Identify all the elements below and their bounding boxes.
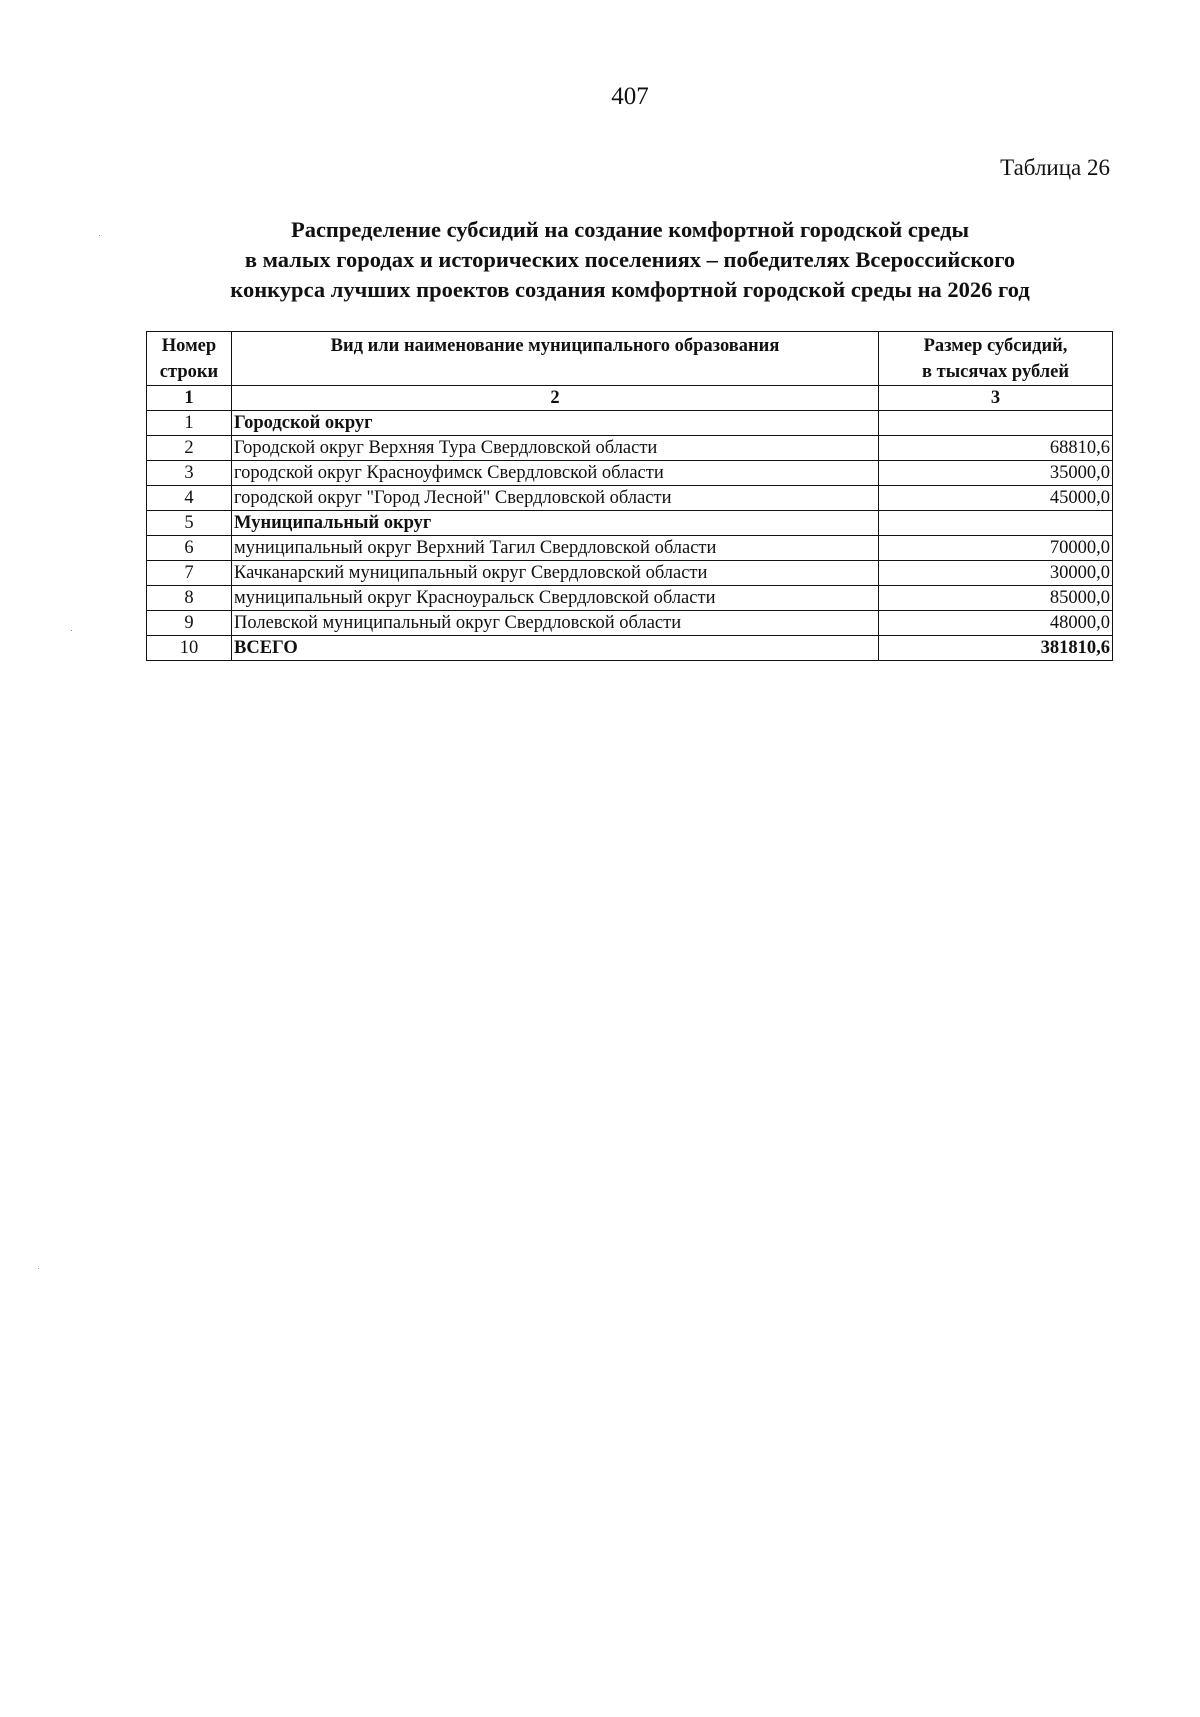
- subsidy-amount-cell: [879, 411, 1113, 436]
- table-row: [147, 511, 1113, 536]
- table-row: [147, 611, 1113, 636]
- row-number-cell: 1: [147, 411, 232, 436]
- table-label: Таблица 26: [1000, 155, 1110, 180]
- row-number-cell: 3: [147, 461, 232, 486]
- table-row: [147, 561, 1113, 586]
- header-row-number-line2: строки: [159, 362, 219, 382]
- table-row: [147, 486, 1113, 511]
- page-number: 407: [611, 83, 649, 110]
- title-line: в малых городах и исторических поселениях – победителях Всероссийского: [244, 247, 1016, 272]
- municipality-name-cell: ВСЕГО: [232, 636, 879, 661]
- subsidy-amount-cell: 85000,0: [879, 586, 1113, 611]
- title-line: Распределение субсидий на создание комфортной городской среды: [290, 217, 970, 242]
- row-number-cell: 6: [147, 536, 232, 561]
- subsidy-amount-cell: 48000,0: [879, 611, 1113, 636]
- table-row: [147, 586, 1113, 611]
- municipality-name-cell: муниципальный округ Красноуральск Свердловской области: [232, 586, 879, 611]
- municipality-name-cell: Городской округ: [232, 411, 879, 436]
- subsidy-amount-cell: 68810,6: [879, 436, 1113, 461]
- row-number-cell: 10: [147, 636, 232, 661]
- row-number-cell: 2: [147, 436, 232, 461]
- row-number-cell: 8: [147, 586, 232, 611]
- municipality-name-cell: Полевской муниципальный округ Свердловской области: [232, 611, 879, 636]
- header-subsidy-amount-line2: в тысячах рублей: [921, 362, 1069, 382]
- scan-speck: [71, 630, 72, 631]
- header-subsidy-amount: [879, 332, 1113, 386]
- column-number-row: [147, 386, 1113, 411]
- scan-speck: [99, 235, 100, 236]
- column-number: 3: [879, 386, 1113, 411]
- scan-speck: [38, 1268, 39, 1269]
- municipality-name-cell: городской округ Красноуфимск Свердловской области: [232, 461, 879, 486]
- municipality-name-cell: Городской округ Верхняя Тура Свердловской области: [232, 436, 879, 461]
- row-number-cell: 4: [147, 486, 232, 511]
- header-row-number: [147, 332, 232, 386]
- municipality-name-cell: муниципальный округ Верхний Тагил Свердловской области: [232, 536, 879, 561]
- column-number: 2: [232, 386, 879, 411]
- column-number: 1: [147, 386, 232, 411]
- document-title: [150, 215, 1110, 305]
- row-number-cell: 9: [147, 611, 232, 636]
- row-number-cell: 7: [147, 561, 232, 586]
- table-row: [147, 636, 1113, 661]
- subsidy-amount-cell: 35000,0: [879, 461, 1113, 486]
- subsidy-amount-cell: 70000,0: [879, 536, 1113, 561]
- table-row: [147, 461, 1113, 486]
- table-body: [147, 411, 1113, 661]
- subsidy-table: [146, 331, 1113, 661]
- header-subsidy-amount-line1: Размер субсидий,: [923, 336, 1068, 356]
- table-header-row: [147, 332, 1113, 386]
- table-row: [147, 411, 1113, 436]
- subsidy-amount-cell: 45000,0: [879, 486, 1113, 511]
- municipality-name-cell: Качканарский муниципальный округ Свердловской области: [232, 561, 879, 586]
- municipality-name-cell: городской округ "Город Лесной" Свердловской области: [232, 486, 879, 511]
- header-row-number-line1: Номер: [161, 336, 217, 356]
- subsidy-amount-cell: 30000,0: [879, 561, 1113, 586]
- subsidy-amount-cell: [879, 511, 1113, 536]
- title-line: конкурса лучших проектов создания комфортной городской среды на 2026 год: [230, 277, 1030, 302]
- header-municipality-name: Вид или наименование муниципального образования: [232, 332, 879, 386]
- table-row: [147, 536, 1113, 561]
- table-row: [147, 436, 1113, 461]
- row-number-cell: 5: [147, 511, 232, 536]
- subsidy-amount-cell: 381810,6: [879, 636, 1113, 661]
- municipality-name-cell: Муниципальный округ: [232, 511, 879, 536]
